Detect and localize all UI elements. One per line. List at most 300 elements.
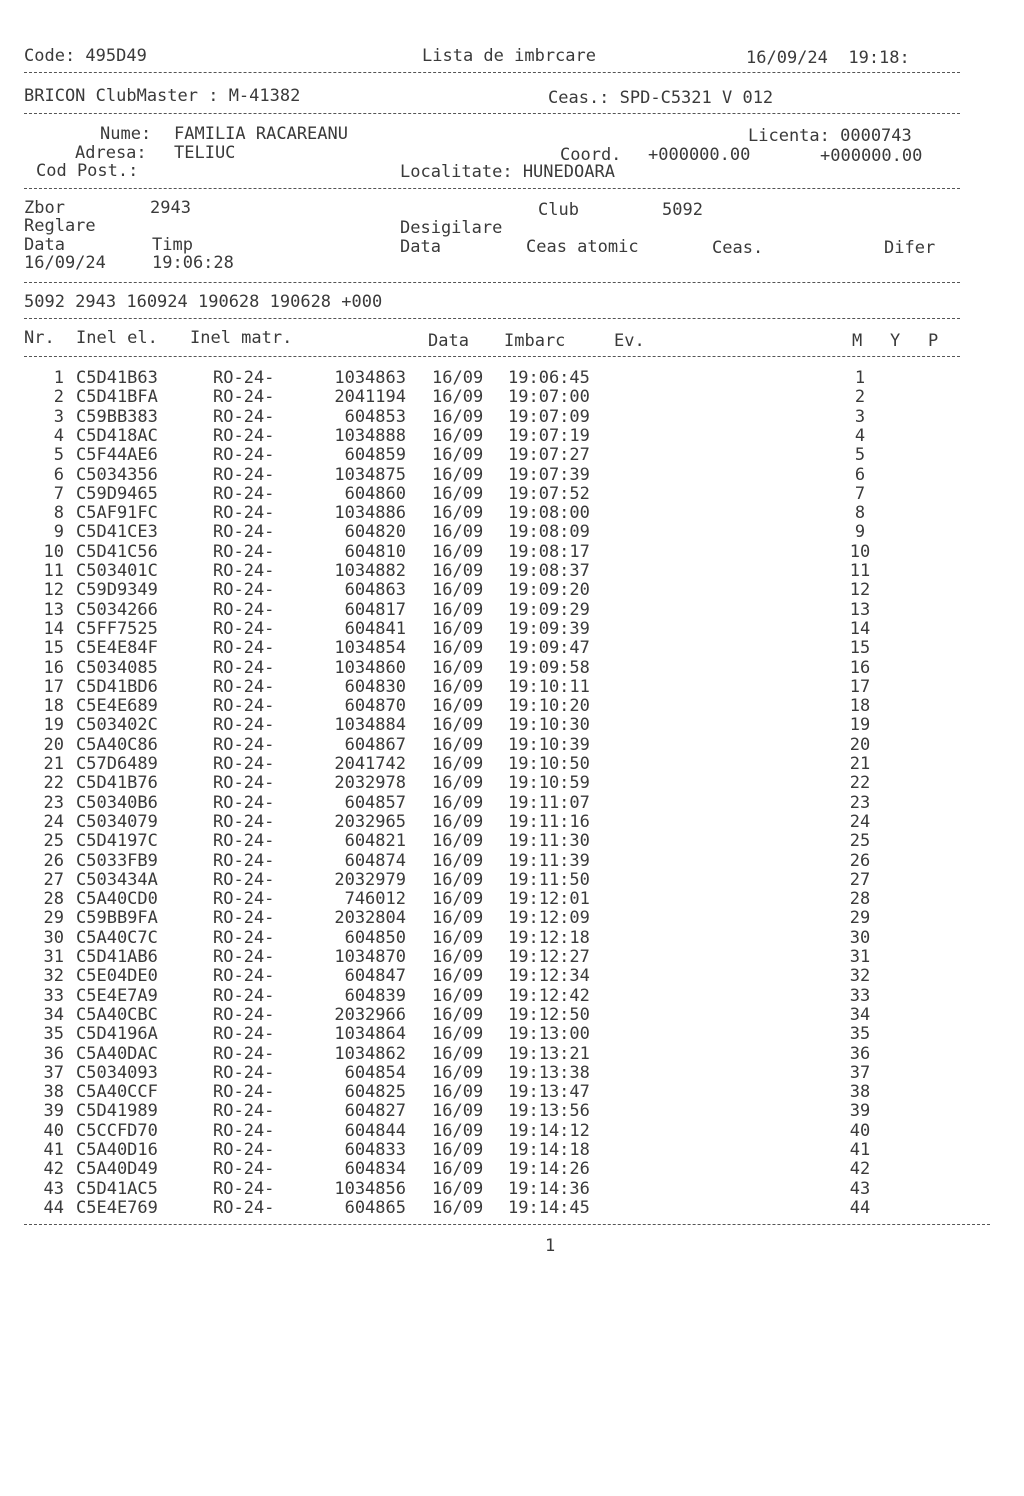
row-number: 29 [43, 908, 64, 929]
rank-m: 1 [854, 368, 866, 388]
basket-date: 16/09 [432, 1043, 484, 1064]
ring-prefix: RO-24- [213, 541, 275, 562]
rank-m: 19 [849, 715, 871, 736]
rank-m: 15 [849, 638, 871, 659]
ring-prefix: RO-24- [213, 869, 275, 890]
basket-date: 16/09 [432, 503, 484, 524]
ring-number: 604867 [344, 734, 406, 755]
table-row [0, 773, 1024, 793]
electronic-ring: C5D41989 [76, 1101, 158, 1122]
ring-number: 746012 [344, 889, 406, 910]
ring-number: 604844 [344, 1120, 406, 1141]
reglare-date: 16/09/24 [24, 253, 106, 273]
ring-prefix: RO-24- [213, 792, 275, 813]
rank-m: 12 [849, 580, 871, 601]
locality: Localitate: HUNEDOARA [400, 162, 615, 182]
difer-label: Difer [884, 238, 936, 258]
electronic-ring: C5D41B76 [76, 773, 158, 794]
row-number: 5 [53, 445, 64, 466]
table-row [0, 1063, 1024, 1083]
basket-time: 19:07:52 [508, 483, 590, 504]
row-number: 15 [43, 638, 64, 659]
row-number: 30 [43, 927, 64, 948]
ring-prefix: RO-24- [213, 522, 275, 543]
rank-m: 26 [849, 850, 871, 871]
electronic-ring: C5E04DE0 [76, 966, 158, 987]
code-label: Code: 495D49 [24, 46, 147, 66]
basket-date: 16/09 [432, 908, 484, 929]
row-number: 28 [43, 889, 64, 910]
ring-number: 604874 [344, 850, 406, 871]
ring-prefix: RO-24- [213, 985, 275, 1006]
row-number: 34 [43, 1004, 64, 1025]
rank-m: 24 [849, 811, 871, 832]
electronic-ring: C5E4E84F [76, 638, 158, 659]
electronic-ring: C5D41C56 [76, 541, 158, 562]
summary-line: 5092 2943 160924 190628 190628 +000 [24, 292, 383, 312]
row-number: 17 [43, 676, 64, 697]
rank-m: 3 [854, 406, 866, 427]
row-number: 8 [53, 503, 64, 524]
ring-prefix: RO-24- [213, 483, 275, 504]
basket-date: 16/09 [432, 1024, 484, 1045]
electronic-ring: C503402C [76, 715, 158, 736]
basket-time: 19:12:34 [508, 966, 590, 987]
basket-date: 16/09 [432, 734, 484, 755]
rank-m: 40 [849, 1120, 871, 1141]
table-row [0, 1005, 1024, 1025]
ring-prefix: RO-24- [213, 676, 275, 697]
basket-date: 16/09 [432, 869, 484, 890]
ring-number: 2032978 [334, 773, 406, 794]
ring-prefix: RO-24- [213, 1178, 275, 1199]
table-row [0, 696, 1024, 716]
basket-time: 19:10:59 [508, 773, 590, 794]
basket-time: 19:13:00 [508, 1024, 590, 1045]
electronic-ring: C5D41AB6 [76, 947, 158, 967]
basket-time: 19:11:30 [508, 831, 590, 852]
row-number: 14 [43, 618, 64, 639]
electronic-ring: C5A40D16 [76, 1140, 158, 1160]
table-row [0, 1121, 1024, 1141]
electronic-ring: C5F44AE6 [76, 445, 158, 466]
row-number: 43 [43, 1178, 64, 1199]
ring-number: 604827 [344, 1101, 406, 1122]
row-number: 24 [43, 811, 64, 832]
table-row [0, 638, 1024, 658]
table-row [0, 407, 1024, 427]
print-datetime: 16/09/24 19:18: [746, 48, 910, 68]
ring-prefix: RO-24- [213, 696, 275, 717]
basket-time: 19:10:30 [508, 715, 590, 736]
basket-date: 16/09 [432, 1004, 484, 1025]
ring-number: 604850 [344, 927, 406, 948]
basket-time: 19:12:01 [508, 889, 590, 910]
basket-date: 16/09 [432, 696, 484, 717]
table-row [0, 1140, 1024, 1160]
row-number: 6 [53, 464, 64, 485]
ring-number: 2032965 [334, 811, 406, 832]
ring-number: 1034864 [334, 1024, 406, 1045]
ring-prefix: RO-24- [213, 561, 275, 581]
ring-number: 1034860 [334, 657, 406, 678]
ring-prefix: RO-24- [213, 657, 275, 678]
ring-number: 604860 [344, 483, 406, 504]
row-number: 21 [43, 754, 64, 774]
row-number: 18 [43, 696, 64, 717]
col-header-ev: Ev. [614, 331, 645, 351]
ring-number: 604817 [344, 599, 406, 620]
electronic-ring: C57D6489 [76, 754, 158, 774]
basket-date: 16/09 [432, 850, 484, 871]
licence-number: Licenta: 0000743 [748, 126, 912, 146]
ring-number: 604847 [344, 966, 406, 987]
row-number: 35 [43, 1024, 64, 1045]
basket-date: 16/09 [432, 599, 484, 620]
basket-time: 19:13:56 [508, 1101, 590, 1122]
basket-date: 16/09 [432, 464, 484, 485]
table-row [0, 966, 1024, 986]
table-row [0, 851, 1024, 871]
clock-info: Ceas.: SPD-C5321 V 012 [548, 88, 774, 108]
coord-label: Coord. [560, 145, 622, 165]
electronic-ring: C5034079 [76, 811, 158, 832]
electronic-ring: C5D41AC5 [76, 1178, 158, 1199]
basket-date: 16/09 [432, 1082, 484, 1103]
rank-m: 37 [849, 1062, 871, 1083]
rank-m: 42 [849, 1159, 871, 1180]
basket-date: 16/09 [432, 831, 484, 852]
rank-m: 27 [849, 869, 871, 890]
basket-time: 19:11:16 [508, 811, 590, 832]
row-number: 39 [43, 1101, 64, 1122]
table-row [0, 368, 1024, 388]
basket-date: 16/09 [432, 368, 484, 388]
row-number: 16 [43, 657, 64, 678]
basket-time: 19:08:00 [508, 503, 590, 524]
table-row [0, 445, 1024, 465]
rank-m: 41 [849, 1140, 871, 1160]
basket-time: 19:10:20 [508, 696, 590, 717]
col-header-y: Y [890, 331, 901, 351]
rank-m: 2 [854, 387, 866, 408]
basket-date: 16/09 [432, 483, 484, 504]
electronic-ring: C50340B6 [76, 792, 158, 813]
electronic-ring: C5034356 [76, 464, 158, 485]
reglare-label: Reglare [24, 216, 96, 236]
basket-date: 16/09 [432, 580, 484, 601]
table-row [0, 1159, 1024, 1179]
table-row [0, 580, 1024, 600]
rank-m: 10 [849, 541, 871, 562]
rank-m: 18 [849, 696, 871, 717]
coord-x: +000000.00 [648, 145, 751, 165]
rank-m: 23 [849, 792, 871, 813]
ring-number: 2032804 [334, 908, 406, 929]
ring-number: 604853 [344, 406, 406, 427]
rank-m: 36 [849, 1043, 871, 1064]
divider [24, 1224, 990, 1225]
ring-number: 604841 [344, 618, 406, 639]
basket-time: 19:12:18 [508, 927, 590, 948]
row-number: 37 [43, 1062, 64, 1083]
ring-number: 604857 [344, 792, 406, 813]
electronic-ring: C5034266 [76, 599, 158, 620]
timp-label: Timp [152, 235, 193, 255]
electronic-ring: C5CCFD70 [76, 1120, 158, 1141]
ring-number: 2032966 [334, 1004, 406, 1025]
ring-prefix: RO-24- [213, 734, 275, 755]
basket-time: 19:08:17 [508, 541, 590, 562]
electronic-ring: C59BB383 [76, 406, 158, 427]
basket-time: 19:07:00 [508, 387, 590, 408]
ring-number: 604833 [344, 1140, 406, 1160]
row-number: 44 [43, 1197, 64, 1218]
table-row [0, 812, 1024, 832]
electronic-ring: C59D9465 [76, 483, 158, 504]
basket-time: 19:12:50 [508, 1004, 590, 1025]
document-title: Lista de imbrcare [422, 46, 596, 66]
coord-y: +000000.00 [820, 146, 923, 166]
col-header-nr: Nr. [24, 328, 55, 348]
ring-prefix: RO-24- [213, 368, 275, 388]
ring-number: 604870 [344, 696, 406, 717]
electronic-ring: C5034093 [76, 1062, 158, 1083]
table-row [0, 387, 1024, 407]
ring-number: 604839 [344, 985, 406, 1006]
rank-m: 39 [849, 1101, 871, 1122]
ring-prefix: RO-24- [213, 1159, 275, 1180]
row-number: 32 [43, 966, 64, 987]
ring-prefix: RO-24- [213, 1120, 275, 1141]
ring-prefix: RO-24- [213, 1101, 275, 1122]
table-row [0, 715, 1024, 735]
ring-number: 1034882 [334, 561, 406, 581]
rank-m: 25 [849, 831, 871, 852]
desigilare-label: Desigilare [400, 218, 503, 238]
ring-prefix: RO-24- [213, 754, 275, 774]
ring-prefix: RO-24- [213, 715, 275, 736]
row-number: 9 [53, 522, 64, 543]
row-number: 7 [53, 483, 64, 504]
col-header-data: Data [428, 331, 469, 351]
basket-date: 16/09 [432, 1120, 484, 1141]
rank-m: 11 [849, 561, 871, 581]
row-number: 22 [43, 773, 64, 794]
table-row [0, 947, 1024, 967]
electronic-ring: C5D4196A [76, 1024, 158, 1045]
electronic-ring: C5A40C7C [76, 927, 158, 948]
basket-time: 19:13:47 [508, 1082, 590, 1103]
ring-number: 604834 [344, 1159, 406, 1180]
basket-date: 16/09 [432, 966, 484, 987]
table-row [0, 889, 1024, 909]
basket-date: 16/09 [432, 445, 484, 466]
rank-m: 21 [849, 754, 871, 774]
table-row [0, 908, 1024, 928]
row-number: 3 [53, 406, 64, 427]
zbor-label: Zbor [24, 198, 65, 218]
basket-date: 16/09 [432, 1101, 484, 1122]
divider [24, 282, 960, 283]
ring-prefix: RO-24- [213, 811, 275, 832]
ring-number: 604854 [344, 1062, 406, 1083]
table-row [0, 1198, 1024, 1218]
ring-prefix: RO-24- [213, 425, 275, 446]
basket-time: 19:10:39 [508, 734, 590, 755]
divider [24, 72, 960, 73]
table-row [0, 870, 1024, 890]
table-row [0, 522, 1024, 542]
ring-prefix: RO-24- [213, 618, 275, 639]
row-number: 41 [43, 1140, 64, 1160]
basket-date: 16/09 [432, 985, 484, 1006]
ring-number: 1034863 [334, 368, 406, 388]
ring-prefix: RO-24- [213, 580, 275, 601]
basket-time: 19:07:09 [508, 406, 590, 427]
basket-time: 19:11:50 [508, 869, 590, 890]
row-number: 25 [43, 831, 64, 852]
table-row [0, 986, 1024, 1006]
ring-number: 2032979 [334, 869, 406, 890]
rank-m: 7 [854, 483, 866, 504]
divider [24, 318, 960, 319]
rank-m: 16 [849, 657, 871, 678]
rank-m: 31 [849, 947, 871, 967]
ring-number: 1034875 [334, 464, 406, 485]
ring-prefix: RO-24- [213, 831, 275, 852]
table-row [0, 754, 1024, 774]
ring-prefix: RO-24- [213, 1024, 275, 1045]
ring-prefix: RO-24- [213, 503, 275, 524]
electronic-ring: C5D418AC [76, 425, 158, 446]
ring-prefix: RO-24- [213, 638, 275, 659]
basket-date: 16/09 [432, 425, 484, 446]
basket-date: 16/09 [432, 1062, 484, 1083]
rank-m: 38 [849, 1082, 871, 1103]
basket-time: 19:07:19 [508, 425, 590, 446]
basket-time: 19:09:20 [508, 580, 590, 601]
owner-address: TELIUC [174, 143, 236, 163]
rank-m: 5 [854, 445, 866, 466]
basket-date: 16/09 [432, 618, 484, 639]
basket-time: 19:09:39 [508, 618, 590, 639]
page-number: 1 [545, 1236, 556, 1256]
col-header-imbarc: Imbarc [504, 331, 566, 351]
basket-date: 16/09 [432, 715, 484, 736]
ring-number: 1034870 [334, 947, 406, 967]
table-row [0, 600, 1024, 620]
row-number: 23 [43, 792, 64, 813]
club-value: 5092 [662, 200, 703, 220]
table-row [0, 619, 1024, 639]
row-number: 27 [43, 869, 64, 890]
rank-m: 9 [854, 522, 866, 543]
rank-m: 17 [849, 676, 871, 697]
ring-prefix: RO-24- [213, 1043, 275, 1064]
basket-time: 19:09:58 [508, 657, 590, 678]
electronic-ring: C503401C [76, 561, 158, 581]
ring-prefix: RO-24- [213, 387, 275, 408]
electronic-ring: C5D41B63 [76, 368, 158, 388]
electronic-ring: C5D41BFA [76, 387, 158, 408]
basket-time: 19:10:50 [508, 754, 590, 774]
row-number: 40 [43, 1120, 64, 1141]
ring-number: 2041194 [334, 387, 406, 408]
basket-time: 19:07:39 [508, 464, 590, 485]
ring-number: 1034854 [334, 638, 406, 659]
rank-m: 43 [849, 1178, 871, 1199]
table-row [0, 542, 1024, 562]
table-row [0, 677, 1024, 697]
row-number: 4 [53, 425, 64, 446]
row-number: 19 [43, 715, 64, 736]
electronic-ring: C5A40D49 [76, 1159, 158, 1180]
electronic-ring: C5D4197C [76, 831, 158, 852]
row-number: 11 [43, 561, 64, 581]
table-row [0, 831, 1024, 851]
basket-date: 16/09 [432, 657, 484, 678]
basket-time: 19:14:18 [508, 1140, 590, 1160]
electronic-ring: C5A40DAC [76, 1043, 158, 1064]
ceas-atomic-label: Ceas atomic [526, 237, 639, 257]
basket-date: 16/09 [432, 406, 484, 427]
row-number: 1 [53, 368, 64, 388]
row-number: 31 [43, 947, 64, 967]
ring-prefix: RO-24- [213, 1004, 275, 1025]
address-label: Adresa: [75, 143, 147, 163]
electronic-ring: C5D41CE3 [76, 522, 158, 543]
col-header-inel-matr: Inel matr. [190, 328, 293, 348]
basket-time: 19:11:39 [508, 850, 590, 871]
rank-m: 20 [849, 734, 871, 755]
basket-date: 16/09 [432, 1159, 484, 1180]
row-number: 42 [43, 1159, 64, 1180]
ring-prefix: RO-24- [213, 464, 275, 485]
ring-prefix: RO-24- [213, 406, 275, 427]
table-row [0, 1179, 1024, 1199]
postcode-label: Cod Post.: [36, 161, 139, 181]
row-number: 10 [43, 541, 64, 562]
basket-time: 19:09:47 [508, 638, 590, 659]
row-number: 38 [43, 1082, 64, 1103]
basket-date: 16/09 [432, 927, 484, 948]
rank-m: 14 [849, 618, 871, 639]
basket-date: 16/09 [432, 811, 484, 832]
basket-date: 16/09 [432, 889, 484, 910]
ring-prefix: RO-24- [213, 889, 275, 910]
data-label: Data [24, 235, 65, 255]
basket-date: 16/09 [432, 638, 484, 659]
rank-m: 13 [849, 599, 871, 620]
ring-prefix: RO-24- [213, 1197, 275, 1218]
table-row [0, 735, 1024, 755]
rank-m: 34 [849, 1004, 871, 1025]
reglare-time: 19:06:28 [152, 253, 234, 273]
electronic-ring: C5A40CBC [76, 1004, 158, 1025]
row-number: 26 [43, 850, 64, 871]
row-number: 20 [43, 734, 64, 755]
ring-number: 604830 [344, 676, 406, 697]
name-label: Nume: [100, 124, 152, 144]
table-row [0, 1024, 1024, 1044]
electronic-ring: C5AF91FC [76, 503, 158, 524]
basket-time: 19:13:21 [508, 1043, 590, 1064]
ring-number: 604863 [344, 580, 406, 601]
row-number: 36 [43, 1043, 64, 1064]
ring-number: 604810 [344, 541, 406, 562]
ring-number: 604825 [344, 1082, 406, 1103]
